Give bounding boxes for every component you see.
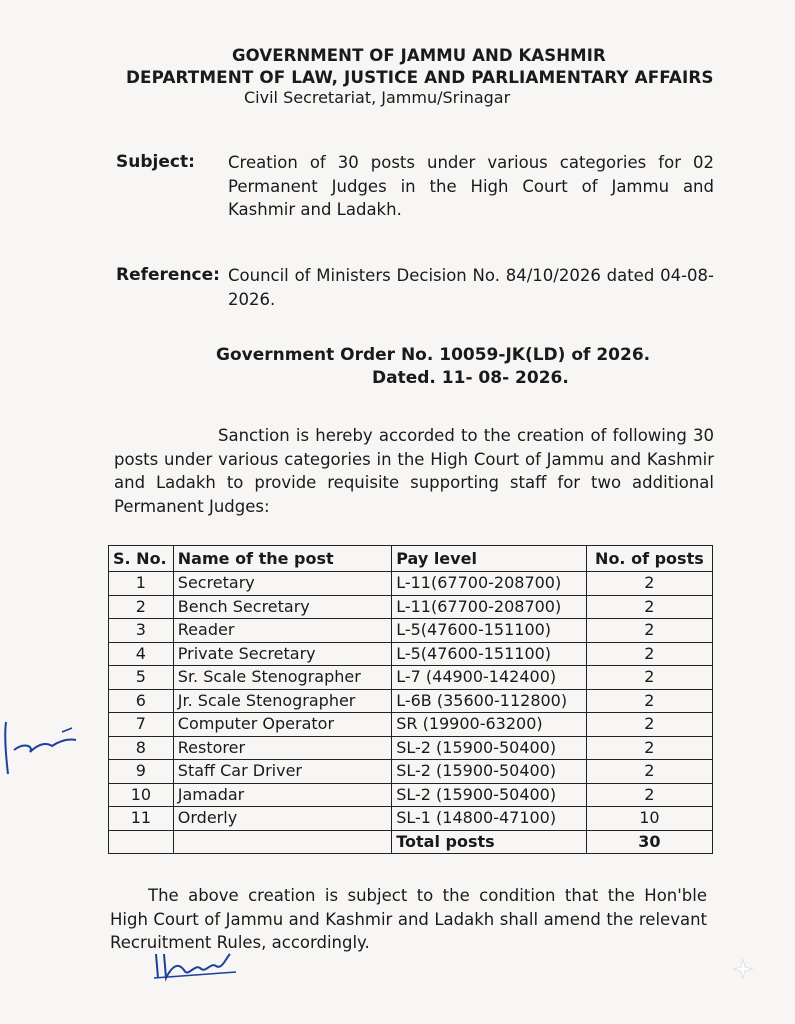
table-total-row [109, 830, 713, 854]
table-row [109, 619, 713, 643]
cell-name: Orderly [173, 807, 391, 831]
cell-posts: 2 [586, 736, 712, 760]
total-value: 30 [586, 830, 712, 854]
cell-sn: 2 [109, 595, 174, 619]
table-row [109, 783, 713, 807]
order-dated: Dated. 11- 08- 2026. [372, 368, 569, 388]
table-row [109, 595, 713, 619]
closing-paragraph: The above creation is subject to the condition that the Hon'ble High Court of Jammu and Kashmir and Ladakh shall amend the relevant Recruitment Rules, accordingly. [110, 886, 707, 952]
subject-label: Subject: [116, 152, 195, 172]
cell-sn: 6 [109, 689, 174, 713]
col-header-posts: No. of posts [586, 546, 712, 572]
body-paragraph: Sanction is hereby accorded to the creation of following 30 posts under various categories in the High Court of Jammu and Kashmir and Ladakh to provide requisite supporting staff for two additional Permanent Judges: [114, 426, 714, 516]
cell-name: Sr. Scale Stenographer [173, 666, 391, 690]
signature-mark [150, 948, 240, 982]
table-row [109, 736, 713, 760]
cell-pay: SL-1 (14800-47100) [392, 807, 587, 831]
col-header-pay: Pay level [392, 546, 587, 572]
cell-pay: L-5(47600-151100) [392, 642, 587, 666]
cell-name: Secretary [173, 572, 391, 596]
cell-posts: 2 [586, 666, 712, 690]
cell-pay: L-7 (44900-142400) [392, 666, 587, 690]
table-row [109, 713, 713, 737]
cell-posts: 2 [586, 689, 712, 713]
total-empty-sn [109, 830, 174, 854]
col-header-name: Name of the post [173, 546, 391, 572]
table-header-row [109, 546, 713, 572]
cell-posts: 2 [586, 713, 712, 737]
cell-posts: 10 [586, 807, 712, 831]
cell-posts: 2 [586, 619, 712, 643]
subject-text: Creation of 30 posts under various categories for 02 Permanent Judges in the High Court of Jammu and Kashmir and Ladakh. [228, 153, 714, 219]
cell-pay: SL-2 (15900-50400) [392, 760, 587, 784]
cell-sn: 5 [109, 666, 174, 690]
cell-pay: L-5(47600-151100) [392, 619, 587, 643]
cell-sn: 4 [109, 642, 174, 666]
cell-name: Jr. Scale Stenographer [173, 689, 391, 713]
order-number: Government Order No. 10059-JK(LD) of 2026. [216, 345, 651, 365]
sparkle-icon [732, 958, 754, 980]
cell-sn: 11 [109, 807, 174, 831]
reference-text: Council of Ministers Decision No. 84/10/2026 dated 04-08-2026. [228, 266, 714, 309]
cell-sn: 9 [109, 760, 174, 784]
cell-name: Staff Car Driver [173, 760, 391, 784]
cell-sn: 7 [109, 713, 174, 737]
cell-pay: SR (19900-63200) [392, 713, 587, 737]
cell-posts: 2 [586, 642, 712, 666]
cell-posts: 2 [586, 783, 712, 807]
table-row [109, 572, 713, 596]
cell-pay: L-11(67700-208700) [392, 595, 587, 619]
cell-pay: SL-2 (15900-50400) [392, 783, 587, 807]
cell-posts: 2 [586, 595, 712, 619]
cell-name: Private Secretary [173, 642, 391, 666]
cell-posts: 2 [586, 760, 712, 784]
cell-sn: 10 [109, 783, 174, 807]
table-row [109, 760, 713, 784]
cell-sn: 3 [109, 619, 174, 643]
cell-pay: L-6B (35600-112800) [392, 689, 587, 713]
reference-label: Reference: [116, 265, 220, 285]
margin-initial-mark [0, 712, 82, 782]
table-row [109, 666, 713, 690]
total-label: Total posts [392, 830, 587, 854]
total-empty-name [173, 830, 391, 854]
header-office: Civil Secretariat, Jammu/Srinagar [244, 88, 511, 107]
cell-name: Reader [173, 619, 391, 643]
table-row [109, 807, 713, 831]
col-header-sn: S. No. [109, 546, 174, 572]
cell-name: Computer Operator [173, 713, 391, 737]
posts-table [108, 545, 713, 854]
header-government: GOVERNMENT OF JAMMU AND KASHMIR [232, 46, 606, 65]
cell-pay: L-11(67700-208700) [392, 572, 587, 596]
cell-name: Bench Secretary [173, 595, 391, 619]
cell-posts: 2 [586, 572, 712, 596]
table-row [109, 689, 713, 713]
table-row [109, 642, 713, 666]
cell-pay: SL-2 (15900-50400) [392, 736, 587, 760]
header-department: DEPARTMENT OF LAW, JUSTICE AND PARLIAMENTARY AFFAIRS [126, 67, 714, 87]
cell-sn: 8 [109, 736, 174, 760]
cell-sn: 1 [109, 572, 174, 596]
cell-name: Restorer [173, 736, 391, 760]
cell-name: Jamadar [173, 783, 391, 807]
